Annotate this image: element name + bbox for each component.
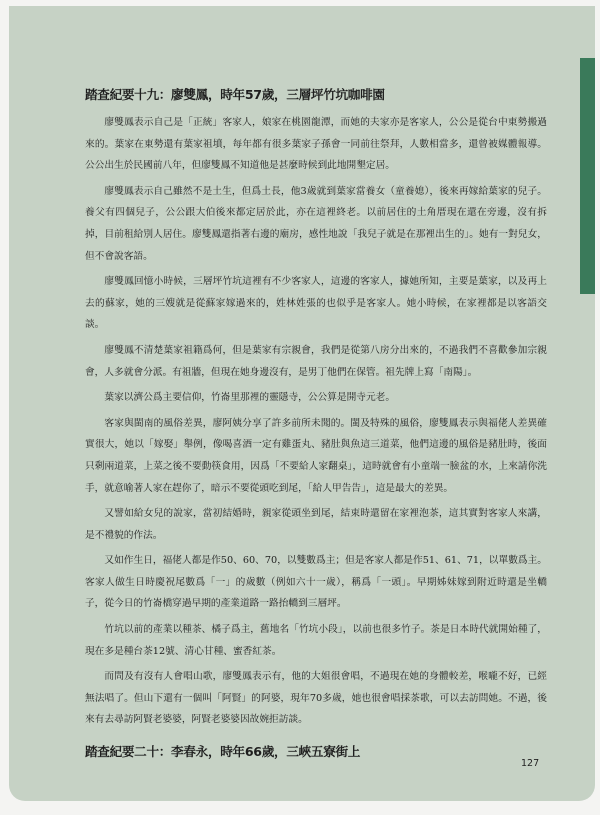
paragraph: 客家與閩南的風俗差異，廖阿姨分享了許多前所未聞的。閩及特殊的風俗，廖雙鳳表示與福佬人差異確實很大，她以「嫁娶」舉例，像喝喜酒一定有雞蛋丸、豬肚與魚這三道菜，他們這邊的風俗是豬肚時，後面只剩兩道菜，上菜之後不要動筷食用，因爲「不要給人家翻桌」，這時就會有小童端一臉盆的水，上來請你洗手，就意喻著人家在趕你了，暗示不要從頭吃到尾，「給人甲告告」，這是最大的差異。 bbox=[85, 417, 547, 494]
side-tab bbox=[580, 58, 595, 294]
section-heading-19: 踏查紀要十九：廖雙鳳，時年57歲，三層坪竹坑咖啡園 bbox=[85, 87, 385, 102]
paragraph: 又譬如給女兒的說家，當初結婚時，親家從頭坐到尾，結束時還留在家裡泡茶，這其實對客家人來講，是不禮貌的作法。 bbox=[85, 508, 547, 541]
paragraph: 葉家以濟公爲主要信仰，竹崙里那裡的靈隱寺，公公算是開寺元老。 bbox=[104, 392, 396, 404]
paragraph: 廖雙鳳回憶小時候，三層坪竹坑這裡有不少客家人，這邊的客家人，據她所知，主要是葉家，以及再上去的蘇家，她的三嫂就是從蘇家嫁過來的，姓林姓張的也似乎是客家人。她小時候，在家裡都是以客語交談。 bbox=[85, 276, 547, 331]
page-number: 127 bbox=[521, 758, 540, 769]
paragraph: 又如作生日，福佬人都是作50、60、70，以雙數爲主；但是客家人都是作51、61、71，以單數爲主。客家人做生日時慶祝尾數爲「一」的歲數（例如六十一歲），稱爲「一頭」。早期姊妹嫁到附近時還是坐轎子，從今日的竹崙橋穿過早期的產業道路一路抬轎到三層坪。 bbox=[85, 555, 547, 610]
paragraph: 而問及有沒有人會唱山歌，廖雙鳳表示有，他的大姐很會唱，不過現在她的身體較差，喉嚨不好，已經無法唱了。但山下還有一個叫「阿賢」的阿婆，現年70多歲，她也很會唱採茶歌，可以去訪問她。不過，後來有去尋訪阿賢老婆婆，阿賢老婆婆因故婉拒訪談。 bbox=[85, 671, 547, 726]
section-heading-20: 踏查紀要二十：李春永，時年66歲，三峽五寮街上 bbox=[85, 744, 361, 760]
paragraph: 廖雙鳳表示自己雖然不是土生，但爲土長，他3歲就到葉家當養女（童養媳），後來再嫁給葉家的兒子。養父有四個兒子，公公跟大伯後來都定居於此，亦在這裡終老。以前居住的土角厝現在還在旁邊，沒有拆掉，目前租給別人居住。廖雙鳳還指著右邊的廟房，感性地說「我兒子就是在那裡出生的」。她有一對兒女，但不會說客語。 bbox=[85, 185, 547, 262]
page-content bbox=[85, 86, 547, 769]
paragraph: 廖雙鳳表示自己是「正統」客家人，娘家在桃園龍潭，而她的夫家亦是客家人，公公是從台中東勢搬過來的。葉家在東勢還有葉家祖墳，每年都有很多葉家子孫會一同前往祭拜，人數相當多，還曾被媒體報導。公公出生於民國前八年，但廖雙鳳不知道他是甚麼時候到此地開墾定居。 bbox=[85, 117, 547, 172]
paragraph: 廖雙鳳不清楚葉家祖籍爲何，但是葉家有宗親會，我們是從第八房分出來的，不過我們不喜歡參加宗親會，人多就會分派。有祖牆，但現在她身邊沒有，是男丁他們在保管。祖先牌上寫「南陽」。 bbox=[85, 344, 547, 378]
paragraph: 竹坑以前的產業以種茶、橘子爲主，舊地名「竹坑小段」，以前也很多竹子。茶是日本時代就開始種了，現在多是種台茶12號、清心甘種、蜜香紅茶。 bbox=[85, 624, 547, 657]
